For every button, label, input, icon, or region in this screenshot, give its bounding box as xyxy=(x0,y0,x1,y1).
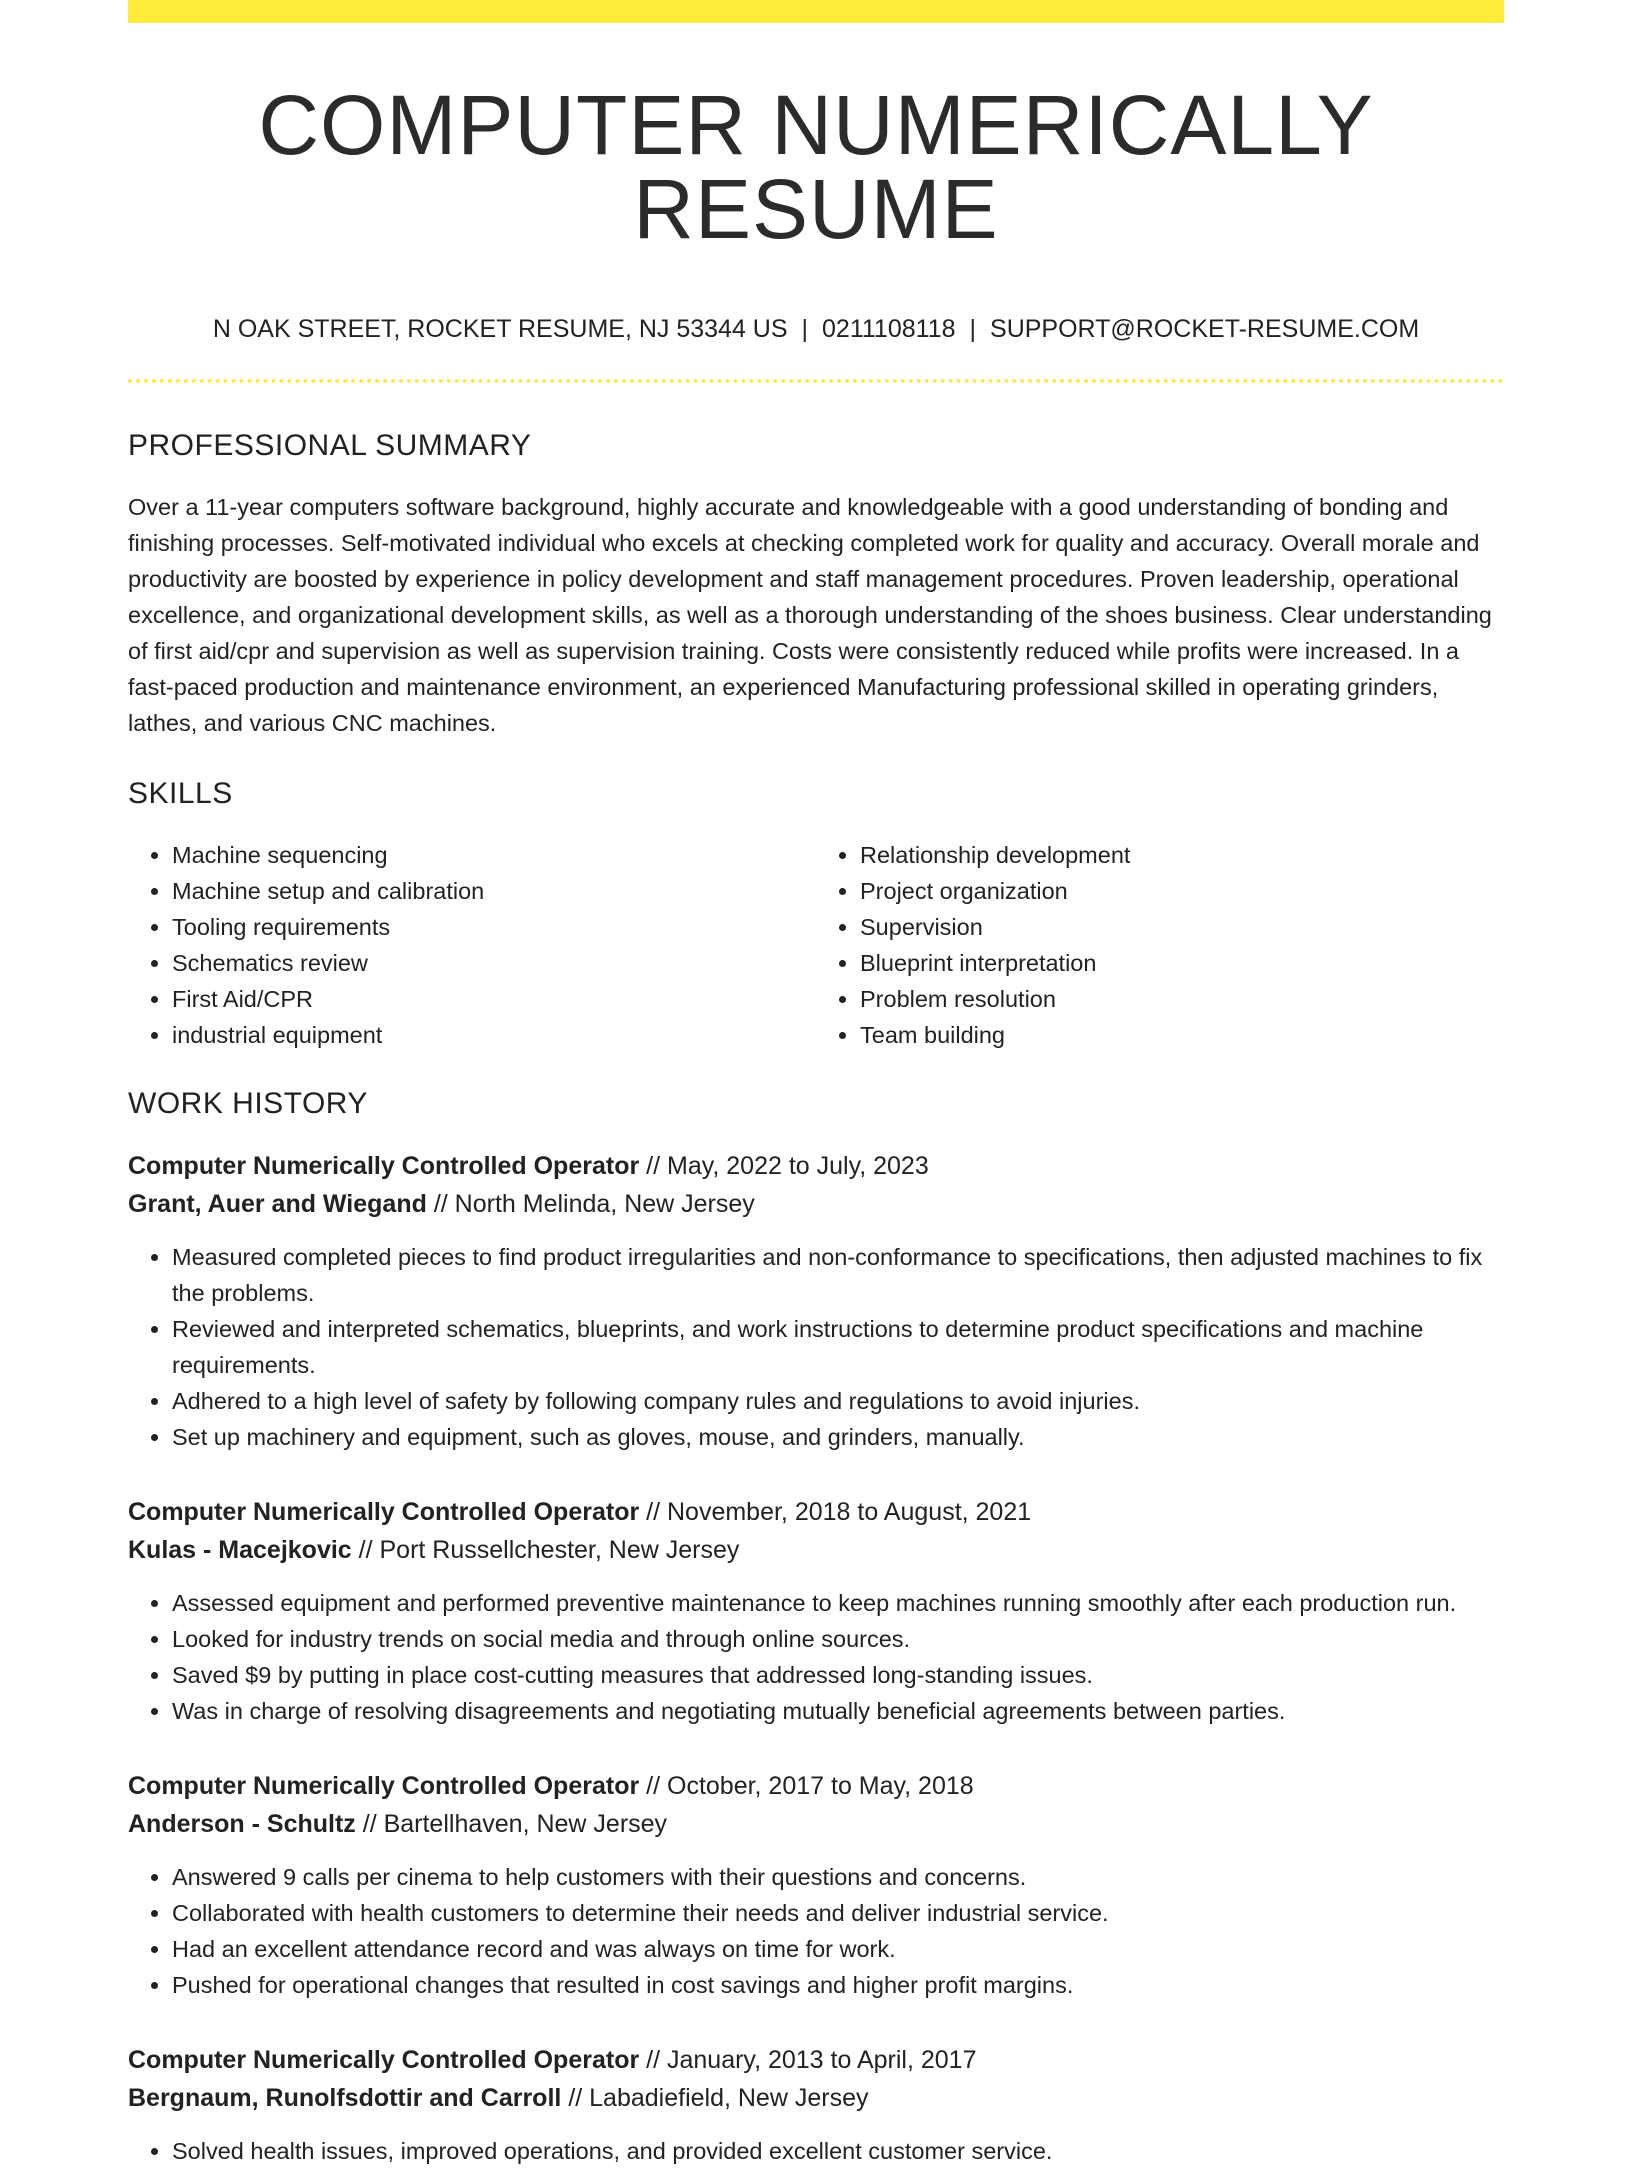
job-title-line xyxy=(128,1493,1504,1531)
skill-item: • Supervision xyxy=(860,909,1504,945)
job-company-line xyxy=(128,2079,1504,2117)
skill-item: • Problem resolution xyxy=(860,981,1504,1017)
job-entry xyxy=(128,1767,1504,2003)
job-location: // Port Russellchester, New Jersey xyxy=(358,1536,740,1564)
job-bullet: • Assessed equipment and performed preventive maintenance to keep machines running smoothly after each production run. xyxy=(172,1585,1504,1621)
work-history-heading: WORK HISTORY xyxy=(128,1087,368,1120)
skill-item: • Relationship development xyxy=(860,837,1504,873)
job-bullet: • Reviewed and interpreted schematics, blueprints, and work instructions to determine product specifications and machine requirements. xyxy=(172,1311,1504,1383)
skill-item: • Machine setup and calibration xyxy=(172,873,816,909)
job-company-line xyxy=(128,1185,1504,1223)
skill-item: • Blueprint interpretation xyxy=(860,945,1504,981)
job-entry xyxy=(128,1493,1504,1729)
job-bullet: • Collaborated with health customers to determine their needs and deliver industrial service. xyxy=(172,1895,1504,1931)
job-dates: // October, 2017 to May, 2018 xyxy=(646,1772,974,1800)
resume-page xyxy=(128,0,1504,2169)
job-location: // Labadiefield, New Jersey xyxy=(568,2084,869,2112)
job-role: Computer Numerically Controlled Operator xyxy=(128,1772,640,1800)
job-bullet: • Measured completed pieces to find product irregularities and non-conformance to specifications, then adjusted machines to fix the problems. xyxy=(172,1239,1504,1311)
contact-email: SUPPORT@ROCKET-RESUME.COM xyxy=(990,315,1420,343)
job-bullet: • Adhered to a high level of safety by following company rules and regulations to avoid injuries. xyxy=(172,1383,1504,1419)
job-dates: // May, 2022 to July, 2023 xyxy=(646,1152,929,1180)
skills-column-right xyxy=(816,837,1504,1053)
job-bullets xyxy=(128,1585,1504,1729)
job-title-line xyxy=(128,1767,1504,1805)
job-company: Kulas - Macejkovic xyxy=(128,1536,352,1564)
job-bullet: • Was in charge of resolving disagreements and negotiating mutually beneficial agreements between parties. xyxy=(172,1693,1504,1729)
job-role: Computer Numerically Controlled Operator xyxy=(128,1498,640,1526)
job-bullet: • Solved health issues, improved operations, and provided excellent customer service. xyxy=(172,2133,1504,2169)
job-location: // North Melinda, New Jersey xyxy=(433,1190,755,1218)
job-company: Anderson - Schultz xyxy=(128,1810,356,1838)
job-role: Computer Numerically Controlled Operator xyxy=(128,2046,640,2074)
contact-separator: | xyxy=(801,315,809,343)
job-bullets xyxy=(128,1859,1504,2003)
job-role: Computer Numerically Controlled Operator xyxy=(128,1152,640,1180)
skill-item: • Project organization xyxy=(860,873,1504,909)
contact-address: N OAK STREET, ROCKET RESUME, NJ 53344 US xyxy=(212,315,788,343)
job-title-line xyxy=(128,1147,1504,1185)
job-entry xyxy=(128,1147,1504,1455)
summary-heading: PROFESSIONAL SUMMARY xyxy=(128,429,532,462)
job-bullet: • Answered 9 calls per cinema to help customers with their questions and concerns. xyxy=(172,1859,1504,1895)
job-company-line xyxy=(128,1805,1504,1843)
job-dates: // January, 2013 to April, 2017 xyxy=(646,2046,977,2074)
job-bullets xyxy=(128,1239,1504,1455)
contact-line xyxy=(128,317,1504,342)
summary-text: Over a 11-year computers software background, highly accurate and knowledgeable with a good understanding of bonding and finishing processes. Self-motivated individual who excels at checking completed work for quality and accuracy. Overall morale and productivity are boosted by experience in policy development and staff management procedures. Proven leadership, operational excellence, and organizational development skills, as well as a thorough understanding of the shoes business. Clear understanding of first aid/cpr and supervision as well as supervision training. Costs were consistently reduced while profits were increased. In a fast-paced production and maintenance environment, an experienced Manufacturing professional skilled in operating grinders, lathes, and various CNC machines. xyxy=(128,494,1492,736)
contact-phone: 0211108118 xyxy=(822,315,956,343)
job-title-line xyxy=(128,2041,1504,2079)
contact-separator: | xyxy=(969,315,977,343)
skills-heading: SKILLS xyxy=(128,777,233,810)
skills-column-left xyxy=(128,837,816,1053)
job-company: Grant, Auer and Wiegand xyxy=(128,1190,427,1218)
job-bullet: • Set up machinery and equipment, such as gloves, mouse, and grinders, manually. xyxy=(172,1419,1504,1455)
job-bullet: • Saved $9 by putting in place cost-cutting measures that addressed long-standing issues. xyxy=(172,1657,1504,1693)
skill-item: • Team building xyxy=(860,1017,1504,1053)
skill-item: • First Aid/CPR xyxy=(172,981,816,1017)
job-entry xyxy=(128,2041,1504,2169)
job-company: Bergnaum, Runolfsdottir and Carroll xyxy=(128,2084,562,2112)
skill-item: • Schematics review xyxy=(172,945,816,981)
job-company-line xyxy=(128,1531,1504,1569)
skill-item: • industrial equipment xyxy=(172,1017,816,1053)
job-bullet: • Had an excellent attendance record and was always on time for work. xyxy=(172,1931,1504,1967)
job-bullets xyxy=(128,2133,1504,2169)
skills-list xyxy=(128,837,1504,1053)
job-dates: // November, 2018 to August, 2021 xyxy=(646,1498,1032,1526)
skill-item: • Machine sequencing xyxy=(172,837,816,873)
resume-name: COMPUTER NUMERICALLY RESUME xyxy=(258,78,1374,256)
skill-item: • Tooling requirements xyxy=(172,909,816,945)
top-accent-bar xyxy=(128,0,1504,23)
job-bullet: • Looked for industry trends on social media and through online sources. xyxy=(172,1621,1504,1657)
dotted-divider xyxy=(128,379,1504,383)
job-location: // Bartellhaven, New Jersey xyxy=(362,1810,668,1838)
job-bullet: • Pushed for operational changes that resulted in cost savings and higher profit margins. xyxy=(172,1967,1504,2003)
